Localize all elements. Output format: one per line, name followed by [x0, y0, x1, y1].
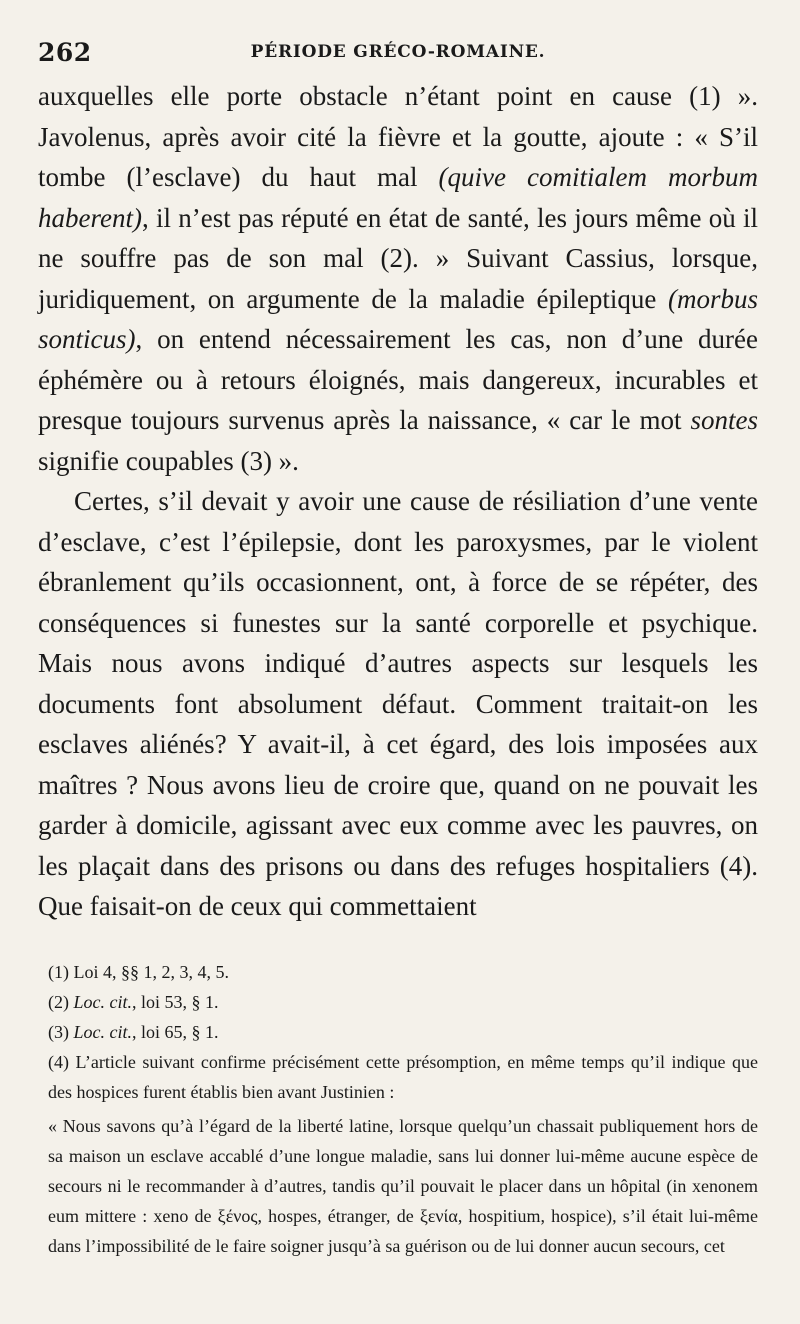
main-text [38, 76, 758, 927]
page-number: 262 [38, 38, 92, 67]
footnote-3 [38, 1017, 758, 1047]
page-header [38, 28, 758, 76]
footnote-1: (1) Loi 4, §§ 1, 2, 3, 4, 5. [48, 961, 229, 982]
footnote-3-number: (3) [48, 1021, 74, 1042]
footnote-3-rest: , loi 65, § 1. [132, 1021, 219, 1042]
footnote-4-quotation: « Nous savons qu’à l’égard de la liberté latine, lorsque quelqu’un chassait publiquement hors de sa maison un esclave accablé d’une longue maladie, sans lui donner lui-même aucune espèce de secours ni le recommander à d’autres, tandis qu’il pouvait le placer dans un hôpital (in xenonem eum mittere : xeno de ξένος, hospes, étranger, de ξενία, hospitium, hospice), s’il était lui-même dans l’impossibilité de le faire soigner jusqu’à sa guérison ou de lui donner aucun secours, cet [48, 1115, 758, 1256]
footnote-3-citation: Loc. cit. [73, 1021, 132, 1042]
paragraph-1-text-a: auxquelles elle porte obstacle n’étant point en cause (1) ». Javolenus, après avoir cité la fièvre et la goutte, ajoute : « S’il tombe (l’esclave) du haut mal [38, 81, 758, 192]
paragraph-1-text-c: , on entend nécessairement les cas, non d’une durée éphémère ou à retours éloignés, mais dangereux, incurables et presque toujours survenus après la naissance, « car le mot [38, 324, 758, 435]
footnote-2-rest: , loi 53, § 1. [132, 991, 219, 1012]
paragraph-1-latin-c: sontes [690, 405, 758, 435]
footnotes [38, 957, 758, 1261]
footnote-4: (4) L’article suivant confirme précisément cette présomption, en même temps qu’il indique que des hospices furent établis bien avant Justinien : [48, 1051, 758, 1102]
paragraph-1-latin-b: (morbus sonticus) [38, 283, 758, 354]
footnote-2 [38, 987, 758, 1017]
paragraph-2: Certes, s’il devait y avoir une cause de résiliation d’une vente d’esclave, c’est l’épilepsie, dont les paroxysmes, par le violent ébranlement qu’ils occasionnent, ont, à force de se répéter, des conséquences si funestes sur la santé corporelle et psychique. Mais nous avons indiqué d’autres aspects sur lesquels les documents font absolument défaut. Comment traitait-on les esclaves aliénés? Y avait-il, à cet égard, des lois imposées aux maîtres ? Nous avons lieu de croire que, quand on ne pouvait les garder à domicile, agissant avec eux comme avec les pauvres, on les plaçait dans des prisons ou dans des refuges hospitaliers (4). Que faisait-on de ceux qui commettaient [38, 486, 758, 921]
paragraph-1-text-b: , il n’est pas réputé en état de santé, les jours même où il ne souffre pas de son mal (2). » Suivant Cassius, lorsque, juridiquement, on argumente de la maladie épileptique [38, 202, 758, 314]
paragraph-1-text-d: signifie coupables (3) ». [38, 445, 299, 476]
paragraph-1-latin-a: (quive comitialem morbum haberent) [38, 162, 759, 233]
footnote-2-citation: Loc. cit. [73, 991, 132, 1012]
running-head: PÉRIODE GRÉCO-ROMAINE. [250, 42, 546, 62]
footnote-2-number: (2) [48, 991, 74, 1012]
paragraph-1 [38, 76, 758, 481]
